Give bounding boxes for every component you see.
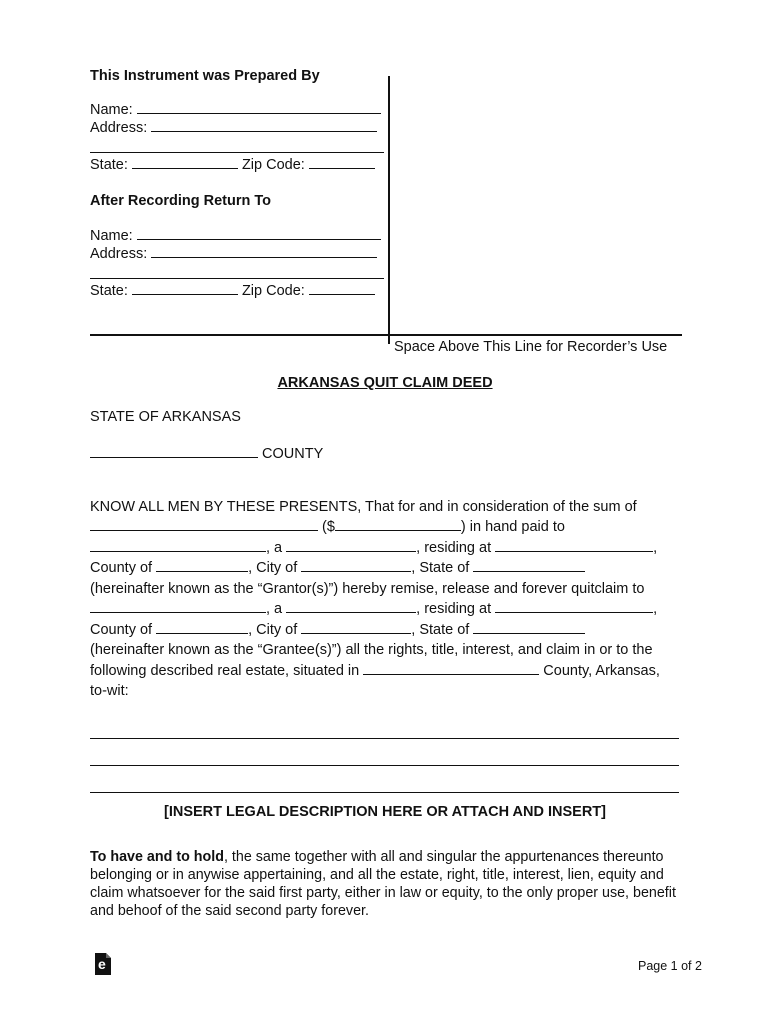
state-label: State: [90,283,128,299]
return-to-name-blank[interactable] [137,226,381,240]
recorder-box-vertical-line [388,76,390,344]
prepared-by-state-blank[interactable] [132,155,238,169]
prepared-by-name-blank[interactable] [137,100,381,114]
residing-at-text: , residing at [416,601,496,617]
return-to-address-line-2[interactable] [90,278,384,279]
grantor-county-blank[interactable] [156,558,248,572]
zip-label: Zip Code: [241,283,305,299]
legal-description-instruction: [INSERT LEGAL DESCRIPTION HERE OR ATTACH AND INSERT] [164,804,606,820]
consideration-amount-blank[interactable] [335,517,461,531]
grantor-name-blank[interactable] [90,538,266,552]
state-label: State: [90,157,128,173]
address-label: Address: [90,120,148,136]
county-of-text: County of [90,560,157,576]
body-line-10: to-wit: [90,683,129,699]
county-of-text: County of [90,622,157,638]
grantee-state-blank[interactable] [473,620,585,634]
body-line-5: (hereinafter known as the “Grantor(s)”) hereby remise, release and forever quitclaim to [90,581,645,597]
dollar-open: ($ [318,519,335,535]
prepared-by-address-blank[interactable] [151,118,377,132]
body-line-7 [90,620,680,640]
name-label: Name: [90,228,133,244]
a-text: , a [266,601,287,617]
return-to-state-zip-row [90,281,375,301]
grantor-status-blank[interactable] [286,538,416,552]
grantee-city-blank[interactable] [301,620,411,634]
habendum-text: , the same together with all and singular the appurtenances thereunto belonging or in anywise appertaining, and all the estate, right, title, interest, lien, equity and claim whatsoever for the said first party, either in law or equity, to the only proper use, benefit and behoof of the said second party forever. [90,849,676,919]
body-line-8: (hereinafter known as the “Grantee(s)”) all the rights, title, interest, and claim in or to the [90,642,653,658]
hand-paid-text: ) in hand paid to [460,519,565,535]
recorder-box-horizontal-line [90,334,682,336]
comma: , [653,601,658,617]
residing-at-text: , residing at [416,540,496,556]
eforms-logo-glyph: e [98,956,106,972]
county-row [90,444,323,464]
legal-description-line-2[interactable] [90,765,679,766]
situated-in-text: following described real estate, situated in [90,663,364,679]
prepared-by-name-row [90,100,381,120]
prepared-by-address-row [90,118,377,138]
name-label: Name: [90,102,133,118]
body-line-3 [90,538,680,558]
grantor-address-blank[interactable] [495,538,653,552]
county-label: COUNTY [262,446,324,462]
return-to-address-blank[interactable] [151,244,377,258]
legal-description-line-3[interactable] [90,792,679,793]
prepared-by-address-line-2[interactable] [90,152,384,153]
consideration-words-blank[interactable] [90,517,318,531]
eforms-logo-icon [94,952,112,976]
grantee-name-blank[interactable] [90,599,266,613]
county-blank[interactable] [90,444,258,458]
legal-description-line-1[interactable] [90,738,679,739]
recorder-note: Space Above This Line for Recorder’s Use [394,339,668,355]
comma: , [653,540,658,556]
grantee-status-blank[interactable] [286,599,416,613]
a-text: , a [266,540,287,556]
city-of-text: , City of [248,560,302,576]
body-line-1: KNOW ALL MEN BY THESE PRESENTS, That for and in consideration of the sum of [90,499,637,515]
state-of-text: , State of [411,622,474,638]
grantee-address-blank[interactable] [495,599,653,613]
prepared-by-zip-blank[interactable] [309,155,375,169]
return-to-name-row [90,226,381,246]
return-to-zip-blank[interactable] [309,281,375,295]
city-of-text: , City of [248,622,302,638]
return-to-address-row [90,244,377,264]
prepared-by-state-zip-row [90,155,375,175]
habendum-lead: To have and to hold [90,849,224,865]
state-of-arkansas: STATE OF ARKANSAS [90,409,241,425]
grantor-state-blank[interactable] [473,558,585,572]
return-to-state-blank[interactable] [132,281,238,295]
grantor-city-blank[interactable] [301,558,411,572]
prepared-by-heading: This Instrument was Prepared By [90,68,320,84]
deed-title: ARKANSAS QUIT CLAIM DEED [277,375,493,391]
page-number: Page 1 of 2 [638,959,702,973]
address-label: Address: [90,246,148,262]
body-line-6 [90,599,680,619]
body-line-9 [90,661,680,681]
body-line-4 [90,558,680,578]
body-line-2 [90,517,680,537]
property-county-blank[interactable] [363,661,539,675]
habendum-paragraph [90,848,690,920]
grantee-county-blank[interactable] [156,620,248,634]
state-of-text: , State of [411,560,474,576]
county-arkansas-text: County, Arkansas, [539,663,660,679]
zip-label: Zip Code: [241,157,305,173]
return-to-heading: After Recording Return To [90,193,271,209]
